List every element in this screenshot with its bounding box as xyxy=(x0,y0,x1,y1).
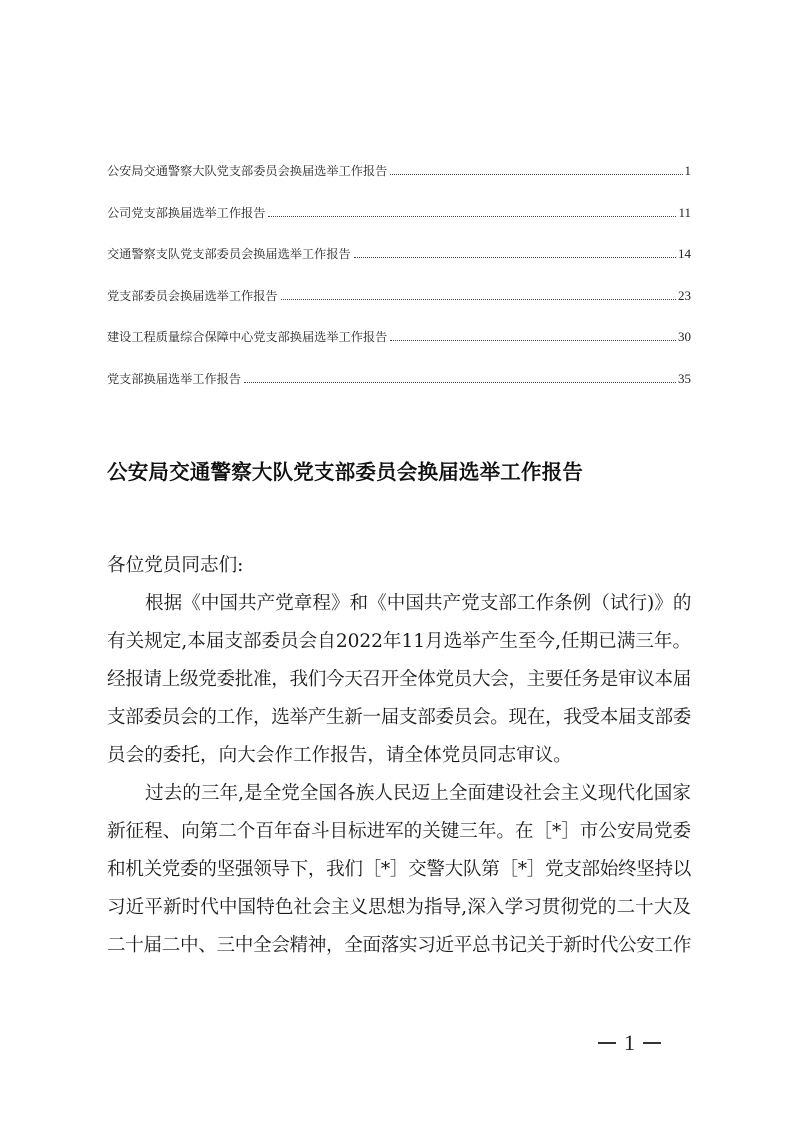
document-title: 公安局交通警察大队党支部委员会换届选举工作报告 xyxy=(107,460,584,484)
paragraph-line: 二十届二中、三中全会精神，全面落实习近平总书记关于新时代公安工作 xyxy=(107,935,691,956)
toc-entry[interactable] xyxy=(107,370,691,390)
toc-entry-page: 30 xyxy=(678,329,691,345)
toc-entry-title: 党支部委员会换届选举工作报告 xyxy=(107,288,278,303)
footer-dash-right xyxy=(643,1042,661,1044)
paragraph-line: 支部委员会的工作，选举产生新一届支部委员会。现在，我受本届支部委 xyxy=(107,707,691,728)
toc-dot-leader xyxy=(244,381,676,383)
toc-entry-page: 11 xyxy=(678,204,691,220)
document-body xyxy=(107,547,691,965)
paragraph-line: 经报请上级党委批准，我们今天召开全体党员大会，主要任务是审议本届 xyxy=(107,669,691,690)
toc-dot-leader xyxy=(268,215,676,217)
toc-entry-title: 党支部换届选举工作报告 xyxy=(107,371,242,386)
page-footer xyxy=(598,1030,661,1056)
toc-entry-title: 交通警察支队党支部委员会换届选举工作报告 xyxy=(107,247,351,262)
toc-dot-leader xyxy=(390,173,682,175)
toc-entry[interactable] xyxy=(107,162,691,182)
toc-entry[interactable] xyxy=(107,204,691,224)
paragraph-1 xyxy=(107,585,691,775)
table-of-contents xyxy=(107,162,691,412)
paragraph-line: 过去的三年,是全党全国各族人民迈上全面建设社会主义现代化国家 xyxy=(145,783,691,804)
toc-dot-leader xyxy=(281,298,676,300)
toc-entry-title: 公司党支部换届选举工作报告 xyxy=(107,205,266,220)
toc-entry[interactable] xyxy=(107,328,691,348)
toc-entry-page: 35 xyxy=(678,370,691,386)
salutation: 各位党员同志们: xyxy=(107,555,244,576)
toc-entry[interactable] xyxy=(107,245,691,265)
paragraph-line: 员会的委托，向大会作工作报告，请全体党员同志审议。 xyxy=(107,745,572,766)
footer-dash-left xyxy=(598,1042,616,1044)
toc-entry-page: 14 xyxy=(678,246,691,262)
toc-dot-leader xyxy=(354,256,676,258)
paragraph-line: 根据《中国共产党章程》和《中国共产党支部工作条例（试行)》的 xyxy=(145,593,692,614)
page-number: 1 xyxy=(624,1030,635,1055)
toc-entry-title: 公安局交通警察大队党支部委员会换届选举工作报告 xyxy=(107,164,388,178)
paragraph-line: 和机关党委的坚强领导下，我们［*］交警大队第［*］党支部始终坚持以 xyxy=(107,859,691,880)
toc-entry[interactable] xyxy=(107,287,691,307)
toc-entry-title: 建设工程质量综合保障中心党支部换届选举工作报告 xyxy=(107,330,388,345)
toc-entry-page: 23 xyxy=(678,287,691,303)
paragraph-line: 有关规定,本届支部委员会自2022年11月选举产生至今,任期已满三年。 xyxy=(107,631,691,652)
toc-entry-page: 1 xyxy=(684,163,691,178)
paragraph-line: 新征程、向第二个百年奋斗目标进军的关键三年。在［*］市公安局党委 xyxy=(107,821,691,842)
paragraph-2 xyxy=(107,775,691,965)
paragraph-line: 习近平新时代中国特色社会主义思想为指导,深入学习贯彻党的二十大及 xyxy=(107,897,691,918)
toc-dot-leader xyxy=(390,339,676,341)
